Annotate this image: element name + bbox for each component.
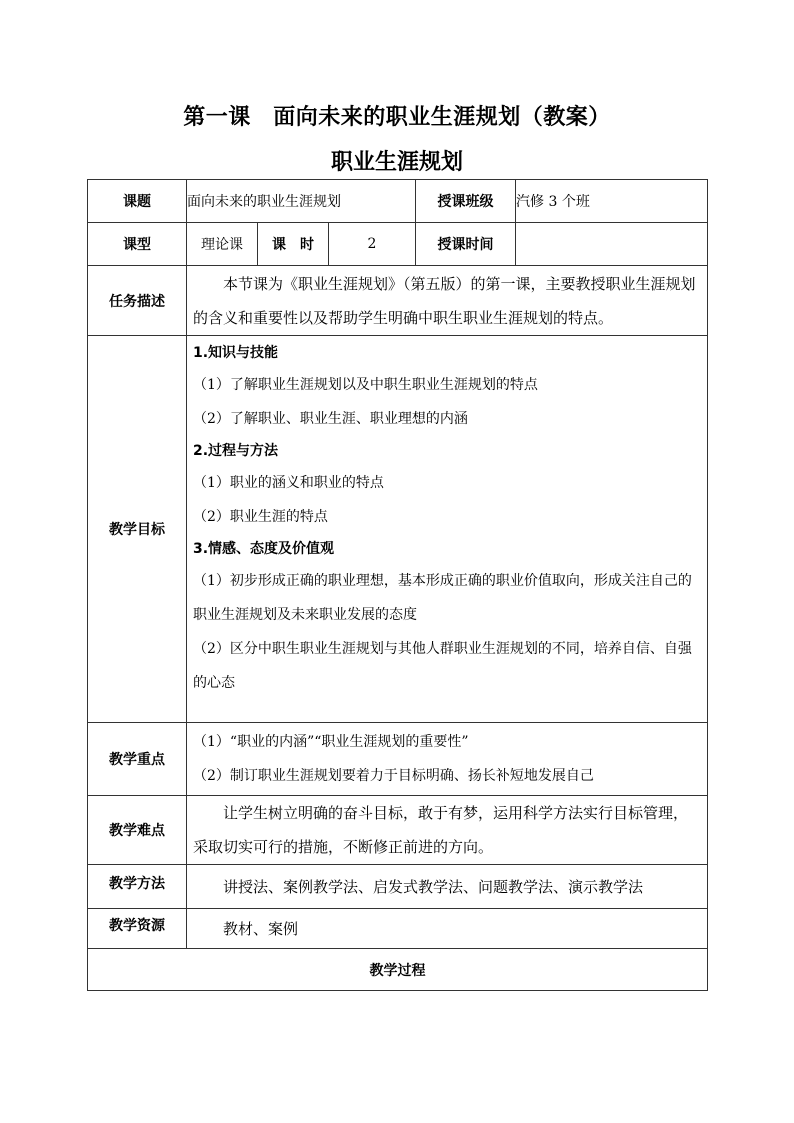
row-key-points [88, 723, 708, 796]
method-text: 讲授法、案例教学法、启发式教学法、问题教学法、演示教学法 [223, 877, 644, 896]
process-label: 教学过程 [88, 949, 708, 991]
class-label: 授课班级 [416, 180, 516, 223]
type-value: 理论课 [187, 223, 258, 266]
hours-label: 课 时 [258, 223, 329, 266]
goals-section-3-item-2: （2）区分中职生职业生涯规划与其他人群职业生涯规划的不同，培养自信、自强的心态 [193, 641, 692, 691]
row-resources [88, 909, 708, 949]
row-type [88, 223, 708, 266]
key-point-2: （2）制订职业生涯规划要着力于目标明确、扬长补短地发展自己 [193, 768, 594, 784]
row-goals [88, 336, 708, 723]
row-task [88, 266, 708, 336]
lesson-title: 第一课 面向未来的职业生涯规划（教案） [183, 105, 611, 130]
goals-section-3-title: 3.情感、态度及价值观 [193, 541, 335, 557]
goals-section-2-item-2: （2）职业生涯的特点 [193, 509, 328, 525]
goals-section-2-item-1: （1）职业的涵义和职业的特点 [193, 475, 384, 491]
time-value [516, 223, 708, 266]
key-label: 教学重点 [88, 723, 187, 796]
row-methods [88, 865, 708, 909]
topic-value: 面向未来的职业生涯规划 [187, 180, 416, 223]
row-difficulties [88, 796, 708, 865]
row-process [88, 949, 708, 991]
time-label: 授课时间 [416, 223, 516, 266]
topic-label: 课题 [88, 180, 187, 223]
goals-label: 教学目标 [88, 336, 187, 723]
row-topic [88, 180, 708, 223]
goals-section-2-title: 2.过程与方法 [193, 443, 279, 459]
difficult-label: 教学难点 [88, 796, 187, 865]
method-label: 教学方法 [88, 865, 187, 909]
goals-section-1-title: 1.知识与技能 [193, 345, 279, 361]
difficult-text: 让学生树立明确的奋斗目标，敢于有梦，运用科学方法实行目标管理，采取切实可行的措施，不断修正前进的方向。 [193, 804, 689, 856]
goals-section-1-item-1: （1）了解职业生涯规划以及中职生职业生涯规划的特点 [193, 377, 538, 393]
resource-label: 教学资源 [88, 909, 187, 949]
class-value: 汽修 3 个班 [516, 180, 708, 223]
hours-value: 2 [329, 223, 416, 266]
task-text: 本节课为《职业生涯规划》（第五版）的第一课，主要教授职业生涯规划的含义和重要性以及帮助学生明确中职生职业生涯规划的特点。 [193, 274, 696, 327]
lesson-plan-table [87, 179, 708, 991]
course-title: 职业生涯规划 [330, 150, 463, 175]
goals-section-1-item-2: （2）了解职业、职业生涯、职业理想的内涵 [193, 411, 468, 427]
key-point-1: （1）“职业的内涵”“职业生涯规划的重要性” [193, 734, 469, 750]
goals-section-3-item-1: （1）初步形成正确的职业理想，基本形成正确的职业价值取向，形成关注自己的职业生涯规划及未来职业发展的态度 [193, 573, 692, 623]
resource-text: 教材、案例 [223, 919, 299, 938]
type-label: 课型 [88, 223, 187, 266]
task-label: 任务描述 [88, 266, 187, 336]
